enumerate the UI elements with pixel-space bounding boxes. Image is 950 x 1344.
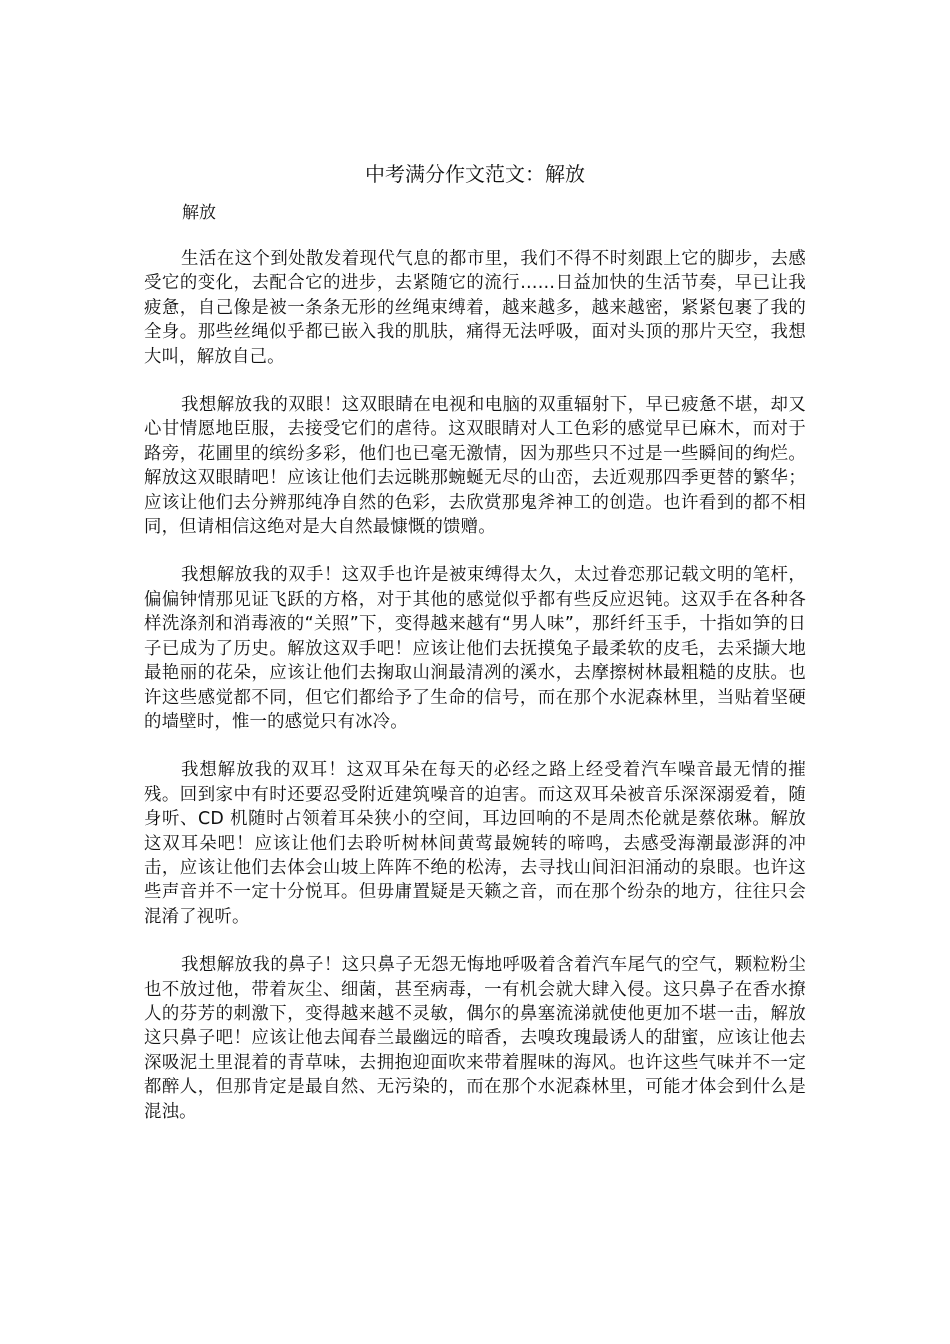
document-title: 中考满分作文范文：解放: [365, 162, 585, 186]
paragraph-nose: 我想解放我的鼻子！这只鼻子无怨无悔地呼吸着含着汽车尾气的空气，颗粒粉尘也不放过他，带着灰尘、细菌，甚至病毒，一有机会就大肆入侵。这只鼻子在香水撩人的芬芳的刺激下，变得越来越不灵敏，偶尔的鼻塞流涕就使他更加不堪一击，解放这只鼻子吧！应该让他去闻春兰最幽远的暗香，去嗅玫瑰最诱人的甜蜜，应该让他去深吸泥土里混着的青草味，去拥抱迎面吹来带着腥味的海风。也许这些气味并不一定都醉人，但那肯定是最自然、无污染的，而在那个水泥森林里，可能才体会到什么是混浊。: [144, 955, 806, 1122]
paragraph-ears: 我想解放我的双耳！这双耳朵在每天的必经之路上经受着汽车噪音最无情的摧残。回到家中有时还要忍受附近建筑噪音的迫害。而这双耳朵被音乐深深溺爱着，随身听、CD 机随时占领着耳朵狭小的空间，耳边回响的不是周杰伦就是蔡依琳。解放这双耳朵吧！应该让他们去聆听树林间黄莺最婉转的啼鸣，去感受海潮最澎湃的冲击，应该让他们去体会山坡上阵阵不绝的松涛，去寻找山间汩汩涌动的泉眼。也许这些声音并不一定十分悦耳。但毋庸置疑是天籁之音，而在那个纷杂的地方，往往只会混淆了视听。: [144, 760, 806, 927]
document-body: [144, 247, 806, 1148]
paragraph-hands: 我想解放我的双手！这双手也许是被束缚得太久，太过眷恋那记载文明的笔杆，偏偏钟情那见证飞跃的方格，对于其他的感觉似乎都有些反应迟钝。这双手在各种各样洗涤剂和消毒液的“关照”下，变得越来越有“男人味”，那纤纤玉手，十指如笋的日子已成为了历史。解放这双手吧！应该让他们去抚摸兔子最柔软的皮毛，去采撷大地最艳丽的花朵，应该让他们去掬取山涧最清冽的溪水，去摩擦树林最粗糙的皮肤。也许这些感觉都不同，但它们都给予了生命的信号，而在那个水泥森林里，当贴着坚硬的墙壁时，惟一的感觉只有冰冷。: [144, 565, 806, 732]
document-subtitle: 解放: [182, 203, 216, 223]
paragraph-intro: 生活在这个到处散发着现代气息的都市里，我们不得不时刻跟上它的脚步，去感受它的变化，去配合它的进步，去紧随它的流行……日益加快的生活节奏，早已让我疲惫，自己像是被一条条无形的丝绳束缚着，越来越多，越来越密，紧紧包裹了我的全身。那些丝绳似乎都已嵌入我的肌肤，痛得无法呼吸，面对头顶的那片天空，我想大叫，解放自己。: [144, 249, 806, 367]
paragraph-eyes: 我想解放我的双眼！这双眼睛在电视和电脑的双重辐射下，早已疲惫不堪，却又心甘情愿地臣服，去接受它们的虐待。这双眼睛对人工色彩的感觉早已麻木，而对于路旁，花圃里的缤纷多彩，他们也已毫无激情，因为那些只不过是一些瞬间的绚烂。解放这双眼睛吧！应该让他们去远眺那蜿蜒无尽的山峦，去近观那四季更替的繁华；应该让他们去分辨那纯净自然的色彩，去欣赏那鬼斧神工的创造。也许看到的都不相同，但请相信这绝对是大自然最慷慨的馈赠。: [144, 395, 806, 538]
